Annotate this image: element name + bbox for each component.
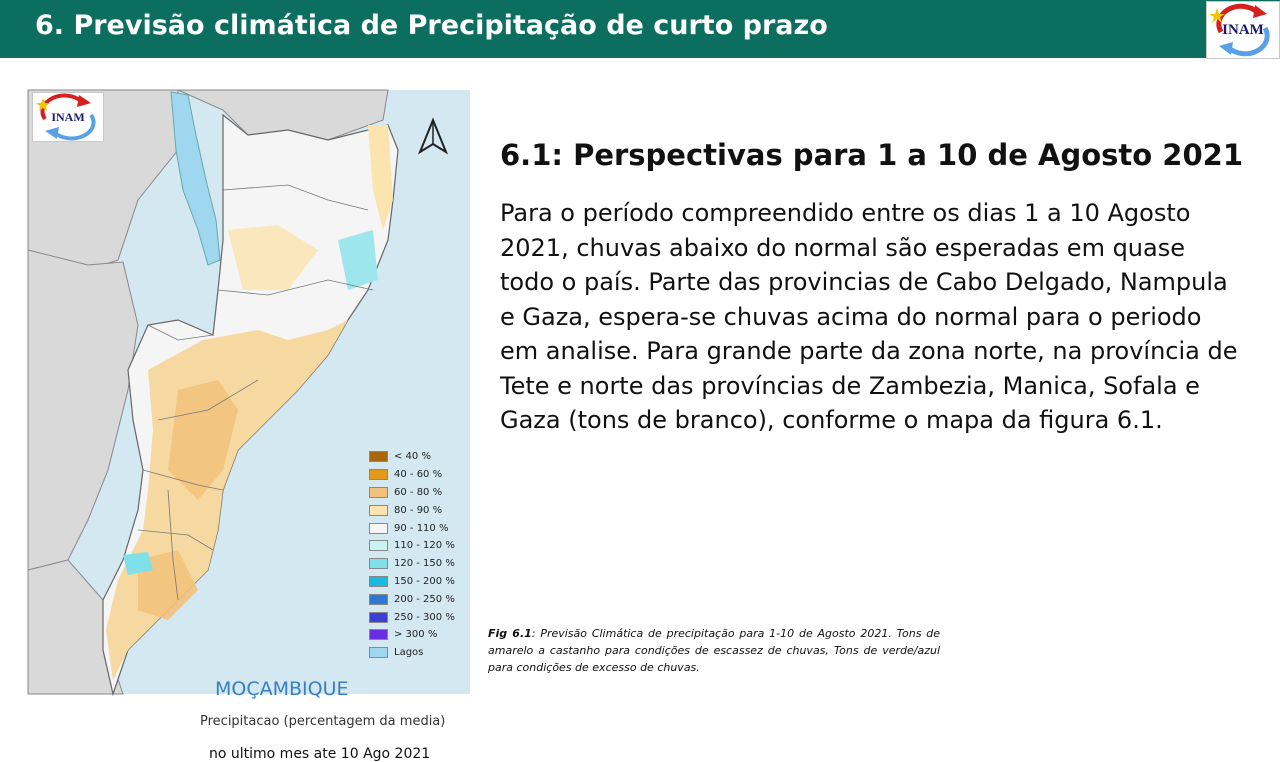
caption-text: : Previsão Climática de precipitação para 1-10 de Agosto 2021. Tons de amarelo a castanho para condições de escassez de chuvas, Tons de verde/azul para condições de excesso de chuvas. [488, 627, 940, 674]
legend-swatch [369, 629, 388, 640]
logo-text: INAM [1222, 22, 1264, 38]
map-subtitle: Precipitacao (percentagem da media) [200, 714, 446, 729]
legend-swatch [369, 558, 388, 569]
precipitation-map [28, 90, 470, 762]
legend-label: 90 - 110 % [394, 522, 449, 534]
legend-item [369, 573, 469, 591]
legend-swatch [369, 469, 388, 480]
legend-swatch [369, 487, 388, 498]
legend-item [369, 501, 469, 519]
legend-label: 80 - 90 % [394, 504, 443, 516]
north-arrow-icon [420, 120, 446, 152]
section-title: 6.1: Perspectivas para 1 a 10 de Agosto 2021 [500, 138, 1243, 172]
figure-caption [488, 625, 940, 676]
legend-swatch [369, 576, 388, 587]
legend-item [369, 608, 469, 626]
legend-label: 40 - 60 % [394, 469, 443, 481]
legend-swatch [369, 523, 388, 534]
legend-label: 150 - 200 % [394, 575, 455, 587]
caption-label: Fig 6.1 [488, 627, 532, 640]
section-body: Para o período compreendido entre os dias 1 a 10 Agosto 2021, chuvas abaixo do normal são esperadas em quase todo o país. Parte das provincias de Cabo Delgado, Nampula e Gaza, espera-se chuvas acima do normal para o periodo em analise. Para grande parte da zona norte, na província de Tete e norte das províncias de Zambezia, Manica, Sofala e Gaza (tons de branco), conforme o mapa da figura 6.1. [500, 199, 1238, 434]
legend-item [369, 466, 469, 484]
legend-item [369, 590, 469, 608]
legend-swatch [369, 594, 388, 605]
legend-label: 200 - 250 % [394, 593, 455, 605]
map-legend [369, 448, 469, 662]
legend-label: > 300 % [394, 629, 438, 641]
legend-swatch [369, 647, 388, 658]
legend-label: 250 - 300 % [394, 611, 455, 623]
legend-label: 110 - 120 % [394, 540, 455, 552]
inam-logo [1206, 1, 1280, 59]
legend-item [369, 555, 469, 573]
legend-item [369, 484, 469, 502]
map-logo-text: INAM [51, 110, 85, 124]
legend-swatch [369, 540, 388, 551]
map-inam-logo [32, 92, 104, 142]
legend-item [369, 519, 469, 537]
legend-label: Lagos [394, 647, 424, 659]
legend-label: 120 - 150 % [394, 558, 455, 570]
legend-swatch [369, 505, 388, 516]
legend-item [369, 537, 469, 555]
map-country-label: MOÇAMBIQUE [215, 678, 349, 700]
legend-label: 60 - 80 % [394, 486, 443, 498]
map-date-line: no ultimo mes ate 10 Ago 2021 [209, 746, 431, 762]
legend-swatch [369, 451, 388, 462]
legend-item [369, 626, 469, 644]
legend-item [369, 448, 469, 466]
legend-label: < 40 % [394, 451, 431, 463]
header-bar [0, 0, 1280, 58]
legend-item [369, 644, 469, 662]
legend-swatch [369, 612, 388, 623]
page-title: 6. Previsão climática de Precipitação de curto prazo [35, 10, 828, 41]
